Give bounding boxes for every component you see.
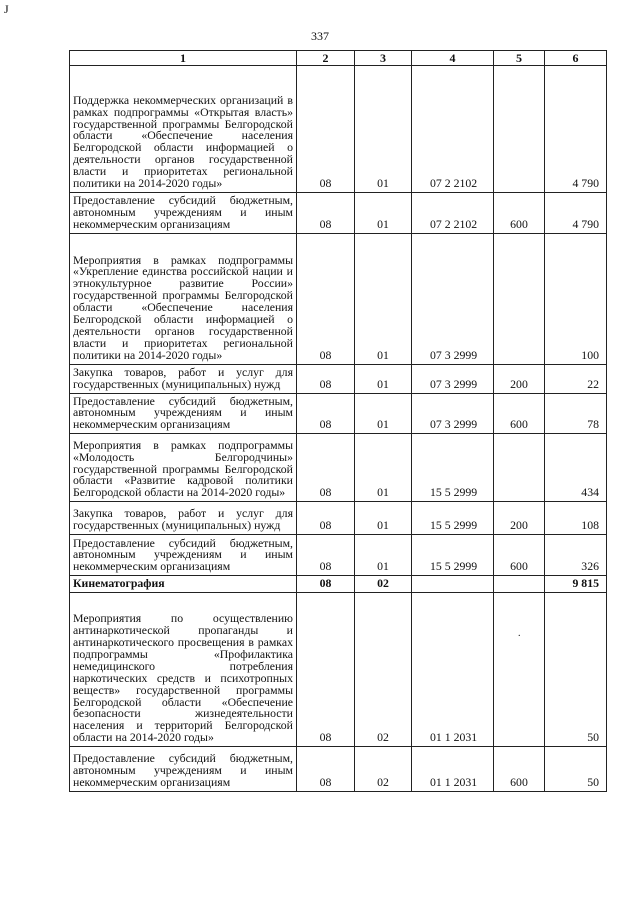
cell-desc: Закупка товаров, работ и услуг для государственных (муниципальных) нужд xyxy=(70,502,297,535)
cell-c6: 78 xyxy=(545,393,607,434)
cell-c5: 600 xyxy=(494,747,545,792)
cell-c3: 01 xyxy=(355,535,412,576)
header-col-5: 5 xyxy=(494,51,545,66)
cell-c4: 15 5 2999 xyxy=(412,434,494,502)
cell-c2: 08 xyxy=(297,434,355,502)
header-col-3: 3 xyxy=(355,51,412,66)
cell-c5 xyxy=(494,434,545,502)
cell-c6: 4 790 xyxy=(545,66,607,193)
cell-desc: Предоставление субсидий бюджетным, автономным учреждениям и иным некоммерческим организациям xyxy=(70,747,297,792)
cell-c5: 600 xyxy=(494,193,545,234)
cell-c5: 600 xyxy=(494,393,545,434)
cell-c5: 200 xyxy=(494,502,545,535)
cell-c4: 07 2 2102 xyxy=(412,193,494,234)
cell-c2: 08 xyxy=(297,393,355,434)
table-row xyxy=(70,535,607,576)
cell-desc: Поддержка некоммерческих организаций в рамках подпрограммы «Открытая власть» государственной программы Белгородской области «Обеспечение населения Белгородской области информацией о деятельности органов государственной власти и приоритетах региональной политики на 2014-2020 годы» xyxy=(70,66,297,193)
header-col-6: 6 xyxy=(545,51,607,66)
table-row xyxy=(70,747,607,792)
table-row xyxy=(70,233,607,364)
cell-c6: 9 815 xyxy=(545,576,607,593)
cell-c4: 07 3 2999 xyxy=(412,393,494,434)
table-row xyxy=(70,193,607,234)
cell-c6: 434 xyxy=(545,434,607,502)
cell-c2: 08 xyxy=(297,233,355,364)
cell-c3: 02 xyxy=(355,576,412,593)
header-col-1: 1 xyxy=(70,51,297,66)
cell-c6: 4 790 xyxy=(545,193,607,234)
cell-desc: Мероприятия в рамках подпрограммы «Укрепление единства российской нации и этнокультурное развитие России» государственной программы Белгородской области «Обеспечение населения Белгородской области информацией о деятельности органов государственной власти и приоритетах региональной политики на 2014-2020 годы» xyxy=(70,233,297,364)
cell-desc: Кинематография xyxy=(70,576,297,593)
cell-desc: Предоставление субсидий бюджетным, автономным учреждениям и иным некоммерческим организациям xyxy=(70,193,297,234)
corner-mark: J xyxy=(4,2,9,16)
cell-c3: 01 xyxy=(355,193,412,234)
stray-mark: . xyxy=(518,628,521,639)
cell-c6: 326 xyxy=(545,535,607,576)
cell-c5 xyxy=(494,233,545,364)
cell-c2: 08 xyxy=(297,193,355,234)
table-row xyxy=(70,364,607,393)
cell-desc: Предоставление субсидий бюджетным, автономным учреждениям и иным некоммерческим организациям xyxy=(70,393,297,434)
cell-c3: 01 xyxy=(355,502,412,535)
table-row xyxy=(70,434,607,502)
cell-desc: Мероприятия в рамках подпрограммы «Молодость Белгородчины» государственной программы Белгородской области «Развитие кадровой политики Белгородской области на 2014-2020 годы» xyxy=(70,434,297,502)
table-header-row xyxy=(70,51,607,66)
table-row xyxy=(70,502,607,535)
cell-c4: 15 5 2999 xyxy=(412,502,494,535)
cell-c4: 01 1 2031 xyxy=(412,593,494,747)
cell-c4: 01 1 2031 xyxy=(412,747,494,792)
cell-c5: 600 xyxy=(494,535,545,576)
budget-table xyxy=(69,50,607,792)
cell-c5 xyxy=(494,66,545,193)
cell-c6: 22 xyxy=(545,364,607,393)
cell-desc: Закупка товаров, работ и услуг для государственных (муниципальных) нужд xyxy=(70,364,297,393)
cell-c3: 01 xyxy=(355,434,412,502)
cell-c5 xyxy=(494,576,545,593)
cell-c3: 01 xyxy=(355,393,412,434)
header-col-4: 4 xyxy=(412,51,494,66)
cell-c4: 07 2 2102 xyxy=(412,66,494,193)
table-row xyxy=(70,393,607,434)
page-number: 337 xyxy=(311,29,329,43)
cell-c6: 50 xyxy=(545,593,607,747)
cell-c6: 100 xyxy=(545,233,607,364)
cell-c3: 01 xyxy=(355,233,412,364)
cell-c4: 07 3 2999 xyxy=(412,233,494,364)
cell-c3: 02 xyxy=(355,593,412,747)
cell-c4 xyxy=(412,576,494,593)
cell-c2: 08 xyxy=(297,502,355,535)
cell-c3: 01 xyxy=(355,364,412,393)
cell-c3: 02 xyxy=(355,747,412,792)
cell-c5 xyxy=(494,593,545,747)
cell-c2: 08 xyxy=(297,747,355,792)
cell-c2: 08 xyxy=(297,593,355,747)
cell-desc: Предоставление субсидий бюджетным, автономным учреждениям и иным некоммерческим организациям xyxy=(70,535,297,576)
cell-c2: 08 xyxy=(297,576,355,593)
cell-desc: Мероприятия по осуществлению антинаркотической пропаганды и антинаркотического просвещения в рамках подпрограммы «Профилактика немедицинского потребления наркотических средств и психотропных веществ» государственной программы Белгородской области «Обеспечение безопасности жизнедеятельности населения и территорий Белгородской области на 2014-2020 годы» xyxy=(70,593,297,747)
cell-c6: 50 xyxy=(545,747,607,792)
cell-c2: 08 xyxy=(297,66,355,193)
table-row xyxy=(70,593,607,747)
cell-c3: 01 xyxy=(355,66,412,193)
cell-c2: 08 xyxy=(297,364,355,393)
cell-c5: 200 xyxy=(494,364,545,393)
header-col-2: 2 xyxy=(297,51,355,66)
cell-c4: 15 5 2999 xyxy=(412,535,494,576)
table-row xyxy=(70,66,607,193)
cell-c4: 07 3 2999 xyxy=(412,364,494,393)
table-section-row xyxy=(70,576,607,593)
cell-c2: 08 xyxy=(297,535,355,576)
cell-c6: 108 xyxy=(545,502,607,535)
